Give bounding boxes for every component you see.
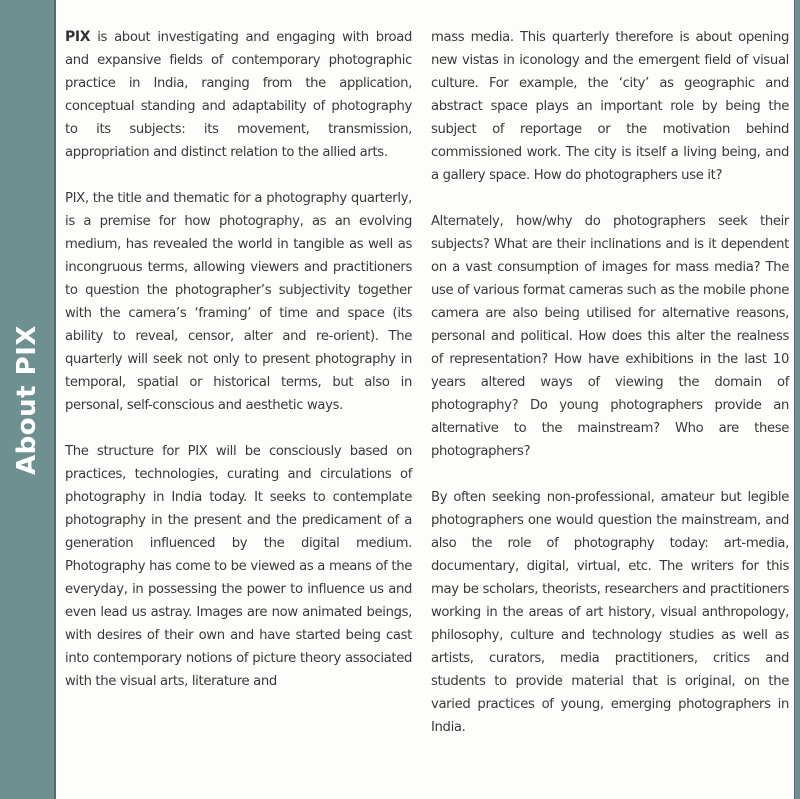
left-column — [65, 26, 412, 716]
paragraph-intro — [65, 26, 412, 164]
right-edge-band — [794, 0, 800, 799]
paragraph-writers: By often seeking non-professional, amateur but legible photographers one would question the mainstream, and also the role of photography today: art-media, documentary, digital, virtual, etc. The writers for this may be scholars, theorists, researchers and practitioners working in the areas of art history, visual anthropology, philosophy, culture and technology studies as well as artists, curators, media practitioners, critics and students to provide material that is original, on the varied practices of young, emerging photographers in India. — [431, 490, 789, 735]
paragraph-mass-media: mass media. This quarterly therefore is about opening new vistas in iconology and the emergent field of visual culture. For example, the ‘city’ as geographic and abstract space plays an important role by being the subject of reportage or the motivation behind commissioned work. The city is itself a living being, and a gallery space. How do photographers use it? — [431, 30, 789, 183]
intro-lead-word: PIX — [65, 29, 91, 45]
paragraph-title-thematic: PIX, the title and thematic for a photography quarterly, is a premise for how photography, as an evolving medium, has revealed the world in tangible as well as incongruous terms, allowing viewers and practitioners to question the photographer’s subjectivity together with the camera’s ‘framing’ of time and space (its ability to reveal, censor, alter and re-orient). The quarterly will seek not only to present photography in temporal, spatial or historical terms, but also in personal, self-conscious and aesthetic ways. — [65, 191, 412, 413]
intro-text: is about investigating and engaging with broad and expansive fields of contemporary photographic practice in India, ranging from the application, conceptual standing and adaptability of photography to its subjects: its movement, transmission, appropriation and distinct relation to the allied arts. — [65, 30, 412, 160]
paragraph-questions: Alternately, how/why do photographers seek their subjects? What are their inclinations and is it dependent on a vast consumption of images for mass media? The use of various format cameras such as the mobile phone camera are also being utilised for alternative reasons, personal and political. How does this alter the realness of representation? How have exhibitions in the last 10 years altered ways of viewing the domain of photography? Do young photographers provide an alternative to the mainstream? Who are these photographers? — [431, 214, 789, 459]
sidebar-band — [0, 0, 56, 799]
right-column — [431, 26, 789, 762]
section-title: About PIX — [12, 325, 42, 475]
paragraph-structure: The structure for PIX will be consciously based on practices, technologies, curating and circulations of photography in India today. It seeks to contemplate photography in the present and the predicament of a generation influenced by the digital medium. Photography has come to be viewed as a means of the everyday, in possessing the power to influence us and even lead us astray. Images are now animated beings, with desires of their own and have started being cast into contemporary notions of picture theory associated with the visual arts, literature and — [65, 444, 412, 689]
